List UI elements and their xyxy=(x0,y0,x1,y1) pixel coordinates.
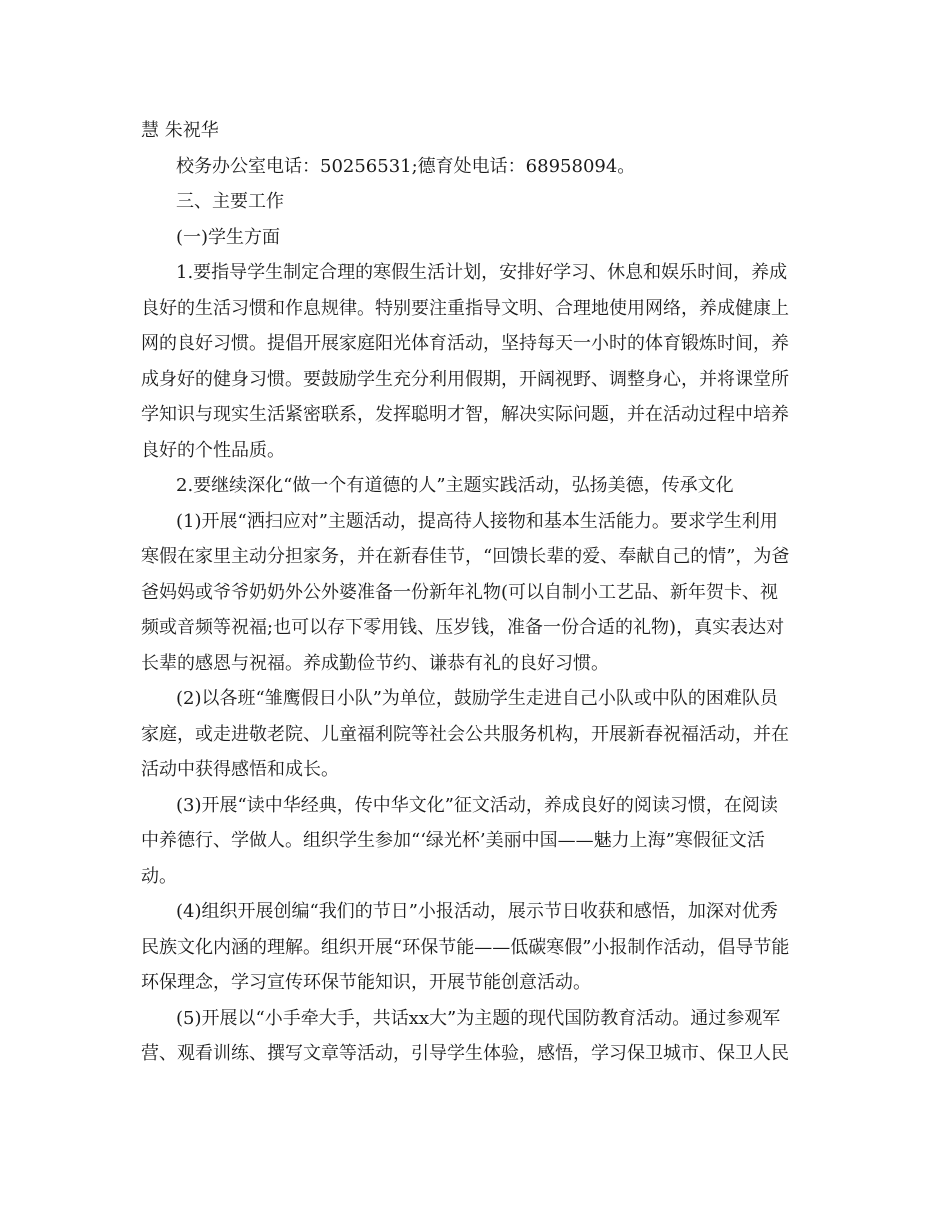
text-line: (1)开展“洒扫应对”主题活动，提高待人接物和基本生活能力。要求学生利用 xyxy=(176,510,778,532)
text-line: 慧 朱祝华 xyxy=(141,120,219,141)
text-line: 爸妈妈或爷爷奶奶外公外婆准备一份新年礼物(可以自制小工艺品、新年贺卡、视 xyxy=(141,581,779,603)
text-line: 环保理念，学习宣传环保节能知识，开展节能创意活动。 xyxy=(141,972,591,993)
text-line: 中养德行、学做人。组织学生参加“‘绿光杯’美丽中国——魅力上海”寒假征文活 xyxy=(141,830,765,851)
document-body xyxy=(141,113,813,1072)
text-line: 寒假在家里主动分担家务，并在新春佳节，“回馈长辈的爱、奉献自己的情”，为爸 xyxy=(141,546,790,567)
text-line: 1.要指导学生制定合理的寒假生活计划，安排好学习、休息和娱乐时间，养成 xyxy=(176,262,788,283)
text-line: 学知识与现实生活紧密联系，发挥聪明才智，解决实际问题，并在活动过程中培养 xyxy=(141,404,789,425)
text-line: 三、主要工作 xyxy=(176,191,284,212)
text-line: 活动中获得感悟和成长。 xyxy=(141,759,339,780)
text-line: 长辈的感恩与祝福。养成勤俭节约、谦恭有礼的良好习惯。 xyxy=(141,652,609,674)
text-line: 网的良好习惯。提倡开展家庭阳光体育活动，坚持每天一小时的体育锻炼时间，养 xyxy=(141,333,789,354)
text-line: 营、观看训练、撰写文章等活动，引导学生体验，感悟，学习保卫城市、保卫人民 xyxy=(141,1043,789,1064)
text-line: 良好的个性品质。 xyxy=(141,439,285,461)
text-line: 频或音频等祝福;也可以存下零用钱、压岁钱，准备一份合适的礼物)，真实表达对 xyxy=(141,617,785,638)
text-line: (3)开展“读中华经典，传中华文化”征文活动，养成良好的阅读习惯，在阅读 xyxy=(176,794,778,816)
text-line: 良好的生活习惯和作息规律。特别要注重指导文明、合理地使用网络，养成健康上 xyxy=(141,297,789,319)
text-line: (2)以各班“雏鹰假日小队”为单位，鼓励学生走进自己小队或中队的困难队员 xyxy=(176,688,778,709)
text-line: (4)组织开展创编“我们的节日”小报活动，展示节日收获和感悟，加深对优秀 xyxy=(176,901,778,922)
text-line: (5)开展以“小手牵大手，共话xx大”为主题的现代国防教育活动。通过参观军 xyxy=(176,1007,781,1029)
text-line: 家庭，或走进敬老院、儿童福利院等社会公共服务机构，开展新春祝福活动，并在 xyxy=(141,723,789,745)
text-line: 民族文化内涵的理解。组织开展“环保节能——低碳寒假”小报制作活动，倡导节能 xyxy=(141,936,790,958)
text-line: (一)学生方面 xyxy=(176,226,281,248)
text-line: 校务办公室电话：50256531;德育处电话：68958094。 xyxy=(176,155,636,177)
text-line: 动。 xyxy=(141,865,177,887)
text-line: 成身好的健身习惯。要鼓励学生充分利用假期，开阔视野、调整身心，并将课堂所 xyxy=(141,368,789,390)
text-line: 2.要继续深化“做一个有道德的人”主题实践活动，弘扬美德，传承文化 xyxy=(176,475,734,496)
